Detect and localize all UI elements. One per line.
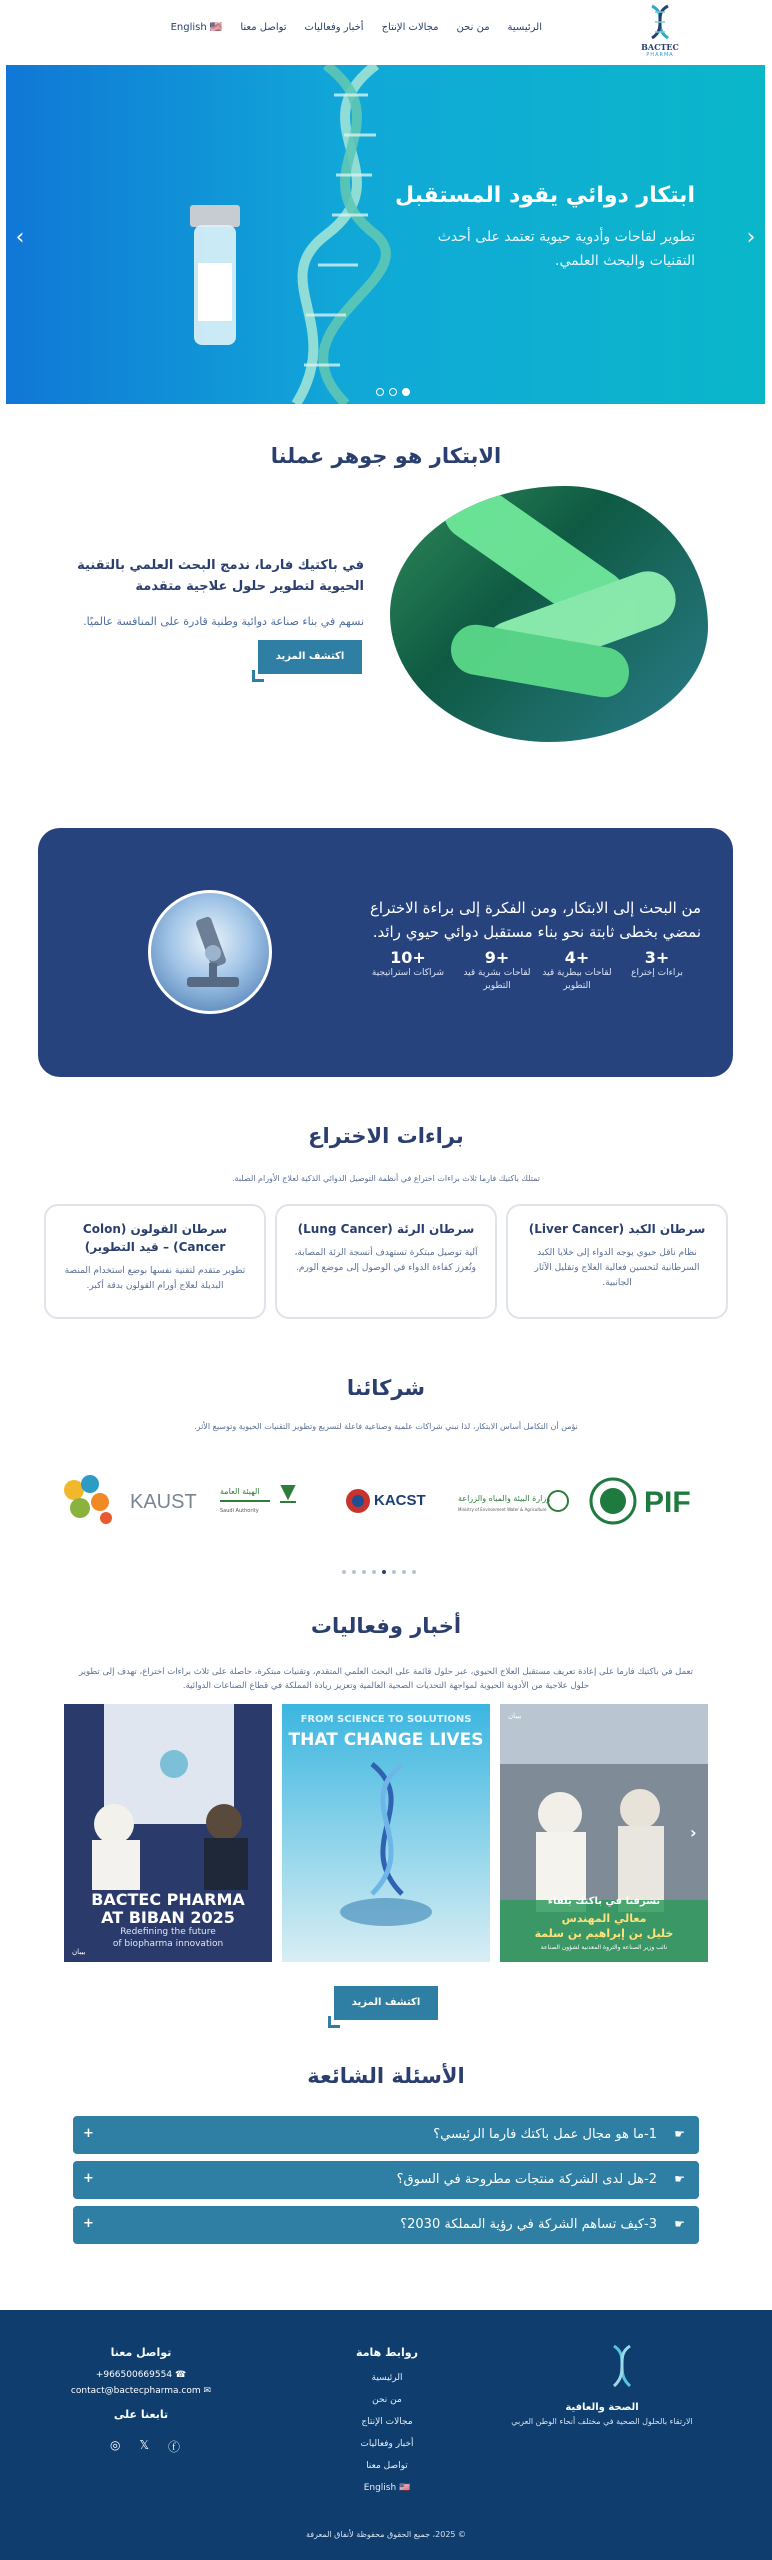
biban-badge: بيبان xyxy=(508,1712,522,1720)
footer-links-heading: روابط هامة xyxy=(356,2346,418,2359)
news-card-caption-4: نائب وزير الصناعة والثروة المعدنية لشؤون الصناعة xyxy=(540,1944,668,1951)
svg-text:PIF: PIF xyxy=(644,1486,691,1519)
slider-dot[interactable] xyxy=(389,388,397,396)
slider-dot-active[interactable] xyxy=(402,388,410,396)
footer-brand-title: الصحة والعافية xyxy=(565,2402,639,2413)
logo-subtext: PHARMA xyxy=(646,52,674,58)
nav-news[interactable]: أخبار وفعاليات xyxy=(304,22,364,33)
email-address: contact@bactecpharma.com xyxy=(70,2386,201,2396)
prev-arrow-icon[interactable]: ‹ xyxy=(15,225,25,250)
intro-heading: الابتكار هو جوهر عملنا xyxy=(270,444,502,468)
patent-title: سرطان القولون (Colon Cancer) – قيد التطوير) xyxy=(82,1222,228,1254)
next-arrow-icon[interactable]: › xyxy=(746,225,756,250)
slider-dot[interactable] xyxy=(376,388,384,396)
footer-brand-sub: الارتقاء بالحلول الصحية في مختلف أنحاء الوطن العربي xyxy=(511,2417,693,2426)
svg-text:KAUST: KAUST xyxy=(130,1491,197,1513)
microscope-icon xyxy=(151,893,272,1014)
hero-title: ابتكار دوائي يقود المستقبل xyxy=(394,183,695,208)
news-heading: أخبار وفعاليات xyxy=(310,1614,462,1638)
site-footer xyxy=(0,2310,772,2560)
stat-item xyxy=(622,948,692,980)
stat-number: 10+ xyxy=(390,948,426,967)
partners-heading: شركائنا xyxy=(346,1376,426,1400)
stat-label: شراكات استراتيجية xyxy=(371,968,445,978)
stat-item xyxy=(462,948,532,993)
plus-icon[interactable]: + xyxy=(83,2171,94,2186)
nav-contact[interactable]: تواصل معنا xyxy=(240,22,287,33)
kaust-logo xyxy=(64,1475,197,1524)
pagination-dot[interactable] xyxy=(372,1570,376,1574)
instagram-icon[interactable]: ◎ xyxy=(110,2438,121,2452)
faq-question: 1-ما هو مجال عمل باكتك فارما الرئيسي؟ xyxy=(433,2127,657,2142)
footer-link-production[interactable]: مجالات الإنتاج xyxy=(361,2417,413,2427)
patent-body: نظام ناقل حيوي يوجه الدواء إلى خلايا الكبد السرطانية لتحسين فعالية العلاج وتقليل الآثار الجانبية. xyxy=(534,1248,700,1288)
faq-item[interactable] xyxy=(73,2116,699,2154)
footer-link-contact[interactable]: تواصل معنا xyxy=(366,2461,408,2471)
svg-text:Saudi Authority: Saudi Authority xyxy=(220,1508,259,1514)
plus-icon[interactable]: + xyxy=(83,2216,94,2231)
hand-icon: ☛ xyxy=(674,2127,685,2141)
pagination-dot[interactable] xyxy=(352,1570,356,1574)
partner-logos-strip xyxy=(60,1468,712,1534)
faq-item[interactable] xyxy=(73,2206,699,2244)
hand-icon: ☛ xyxy=(674,2172,685,2186)
news-card3-line4: of biopharma innovation xyxy=(112,1939,224,1949)
stat-label: لقاحات بشرية قيد التطوير xyxy=(463,968,531,991)
faq-heading: الأسئلة الشائعة xyxy=(307,2064,465,2088)
hero-slider xyxy=(6,65,765,404)
partners-pagination xyxy=(342,1570,416,1574)
patent-body: تطوير متقدم لتقنية نفسها بوضع استخدام المنصة البديلة لعلاج أورام القولون بدقة أكبر. xyxy=(64,1266,246,1291)
pagination-dot[interactable] xyxy=(362,1570,366,1574)
footer-contact-heading: تواصل معنا xyxy=(110,2346,172,2359)
mail-icon: ✉ xyxy=(203,2386,212,2396)
faq-question: 3-كيف تساهم الشركة في رؤية المملكة 2030؟ xyxy=(400,2217,657,2232)
patent-card[interactable] xyxy=(506,1204,728,1319)
main-nav xyxy=(171,22,542,40)
news-card3-line2: AT BIBAN 2025 xyxy=(101,1908,235,1927)
stat-label: لقاحات بيطرية قيد التطوير xyxy=(542,968,612,991)
news-card[interactable] xyxy=(500,1704,708,1962)
logo-text: BACTEC xyxy=(641,42,679,52)
phone-number: +966500669554 xyxy=(95,2370,173,2380)
news-card2-line2: THAT CHANGE LIVES xyxy=(288,1730,484,1750)
footer-email[interactable] xyxy=(66,2386,216,2396)
faq-question: 2-هل لدى الشركة منتجات مطروحة في السوق؟ xyxy=(396,2172,657,2187)
patents-subtitle: تمتلك باكتيك فارما ثلاث براءات اختراع في أنظمة التوصيل الدوائي الذكية لعلاج الأورام الصلبة. xyxy=(231,1174,541,1183)
stat-number: 9+ xyxy=(484,948,510,967)
facebook-icon[interactable]: ⓕ xyxy=(167,2440,180,2454)
svg-text:الهيئة العامة: الهيئة العامة xyxy=(220,1487,260,1496)
footer-link-about[interactable]: من نحن xyxy=(372,2395,402,2405)
pagination-dot[interactable] xyxy=(342,1570,346,1574)
faq-item[interactable] xyxy=(73,2161,699,2199)
svg-text:KACST: KACST xyxy=(374,1492,426,1509)
nav-about[interactable]: من نحن xyxy=(456,22,490,33)
social-icons xyxy=(110,2438,180,2455)
hand-icon: ☛ xyxy=(674,2217,685,2231)
dna-logo-icon xyxy=(638,2,682,42)
news-card3-line1: BACTEC PHARMA xyxy=(91,1890,245,1909)
news-card[interactable] xyxy=(64,1704,272,1962)
stat-number: 3+ xyxy=(644,948,670,967)
stat-label: براءات إختراع xyxy=(631,968,683,978)
news-next-arrow-icon[interactable]: › xyxy=(690,1823,697,1842)
pagination-dot-active[interactable] xyxy=(382,1570,386,1574)
svg-text:Ministry of Environment Water: Ministry of Environment Water & Agriculture xyxy=(458,1507,547,1512)
patent-title: سرطان الرئة (Lung Cancer) xyxy=(297,1222,475,1236)
stats-card xyxy=(38,828,733,1077)
footer-link-home[interactable]: الرئيسية xyxy=(371,2373,403,2383)
capsules-illustration xyxy=(390,486,708,742)
svg-text:وزارة البيئة والمياه والزراعة: وزارة البيئة والمياه والزراعة xyxy=(458,1494,551,1503)
nav-language[interactable]: English 🇺🇸 xyxy=(170,22,223,33)
news-intro: تعمل في باكتيك فارما على إعادة تعريف مستقبل العلاج الحيوي، عبر حلول قائمة على البحث العلمي المتقدم، وتقنيات مبتكرة، حاصلة على ثلاث براءات اختراع، تهدف إلى تطوير حلول علاجية من الأدوية الحيوية لمواجهة التحديات الصحية العالمية وتعزيز ريادة المملكة في قطاع الصناعات الدوائية. xyxy=(78,1667,693,1691)
x-icon[interactable]: 𝕏 xyxy=(139,2438,150,2452)
footer-logo-icon xyxy=(602,2342,642,2390)
stat-item xyxy=(542,948,612,993)
discover-more-button[interactable]: اكتشف المزيد xyxy=(258,640,362,674)
footer-link-news[interactable]: أخبار وفعاليات xyxy=(360,2439,414,2449)
copyright: © 2025، جميع الحقوق محفوظة لأنفاق المعرفة xyxy=(305,2530,467,2539)
partners-subtitle: نؤمن أن التكامل أساس الابتكار، لذا نبني شراكات علمية وصناعية فاعلة لتسريع وتطوير التقنيات الحيوية وتوسيع الأثر. xyxy=(194,1422,578,1431)
biban-badge: بيبان xyxy=(72,1948,86,1956)
pif-logo xyxy=(591,1479,691,1523)
news-card-caption-3: خليل بن إبراهيم بن سلمة xyxy=(534,1927,674,1940)
site-header xyxy=(0,0,772,62)
pagination-dot[interactable] xyxy=(412,1570,416,1574)
news-card3-line3: Redefining the future xyxy=(120,1927,216,1937)
footer-follow-heading: تابعنا على xyxy=(113,2408,169,2421)
capsules-image xyxy=(390,486,708,742)
news-discover-more-button[interactable]: اكتشف المزيد xyxy=(334,1986,438,2020)
patents-heading: براءات الاختراع xyxy=(308,1124,464,1148)
logo[interactable] xyxy=(638,2,682,60)
partners-logos xyxy=(60,1468,712,1534)
patent-card[interactable] xyxy=(275,1204,497,1319)
kacst-logo xyxy=(346,1489,426,1513)
intro-title: في باكتيك فارما، ندمج البحث العلمي بالتقنية الحيوية لتطوير حلول علاجية متقدمة xyxy=(77,558,364,594)
patent-title: سرطان الكبد (Liver Cancer) xyxy=(528,1222,706,1236)
intro-body: نسهم في بناء صناعة دوائية وطنية قادرة على المنافسة عالميًا. xyxy=(83,615,364,628)
plus-icon[interactable]: + xyxy=(83,2126,94,2141)
phone-icon: ☎ xyxy=(174,2370,187,2380)
pagination-dot[interactable] xyxy=(402,1570,406,1574)
stats-text: من البحث إلى الابتكار، ومن الفكرة إلى براءة الاختراع نمضي بخطى ثابتة نحو بناء مستقبل دوائي حيوي رائد. xyxy=(369,899,701,941)
slider-dots xyxy=(376,388,410,396)
nav-production[interactable]: مجالات الإنتاج xyxy=(381,22,439,33)
stat-item xyxy=(368,948,448,980)
pagination-dot[interactable] xyxy=(392,1570,396,1574)
news-card2-line1: FROM SCIENCE TO SOLUTIONS xyxy=(300,1714,472,1725)
footer-link-language[interactable]: English 🇺🇸 xyxy=(363,2483,411,2493)
patent-body: آلية توصيل مبتكرة تستهدف أنسجة الرئة المصابة، وتُعزز كفاءة الدواء في الوصول إلى موضع الورم. xyxy=(294,1248,478,1273)
ministry-logo xyxy=(458,1491,568,1512)
news-card[interactable] xyxy=(282,1704,490,1962)
footer-phone[interactable] xyxy=(66,2370,216,2380)
hero-subtitle: تطوير لقاحات وأدوية حيوية تعتمد على أحدث التقنيات والبحث العلمي. xyxy=(437,229,695,269)
stat-number: 4+ xyxy=(564,948,590,967)
patent-card[interactable] xyxy=(44,1204,266,1319)
news-card-caption-2: معالي المهندس xyxy=(561,1912,647,1925)
microscope-image xyxy=(148,890,272,1014)
nav-home[interactable]: الرئيسية xyxy=(507,22,542,33)
authority-logo xyxy=(220,1486,296,1514)
news-card-caption-1: تشرفنا في باكتك بلقاء xyxy=(547,1896,661,1907)
